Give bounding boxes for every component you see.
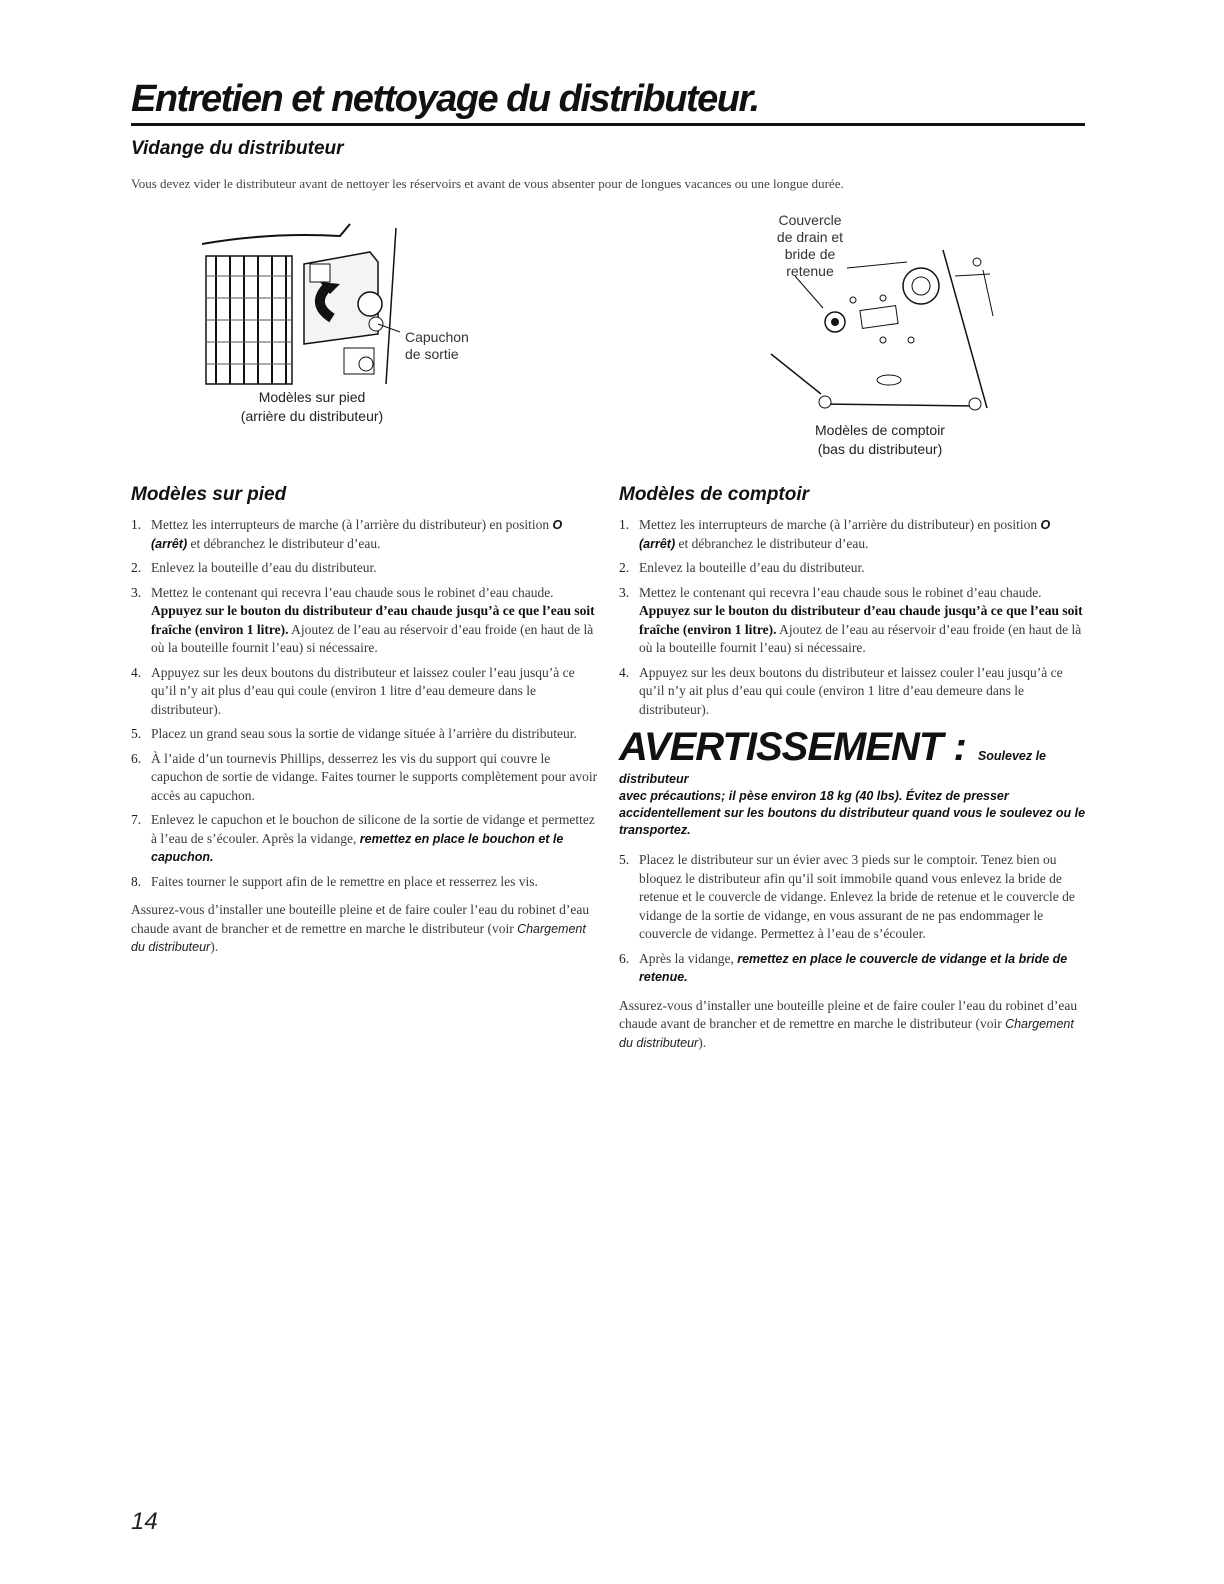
right-caption-line: Modèles de comptoir [815,422,945,438]
step-number: 2. [619,560,630,575]
list-item [131,725,599,744]
floor-model-drawing [200,214,410,394]
warning-text-inline: Soulevez le distributeur [619,749,1046,786]
step-text: Appuyez sur les deux boutons du distributeur et laissez couler l’eau jusqu’à ce qu’il n’y ait plus d’eau qui coule (environ 1 litre d’eau demeure dans le distributeur). [151,664,575,717]
closing-text: ). [698,1034,707,1050]
step-number: 4. [619,664,630,680]
countertop-model-drawing [765,236,1000,416]
closing-text: Assurez-vous d’installer une bouteille pleine et de faire couler l’eau du robinet d’eau chaude avant de brancher et de remettre en marche le distributeur (voir [131,902,590,936]
step-number: 6. [131,750,142,766]
right-figure-caption [780,421,980,459]
right-steps-list-continued [619,851,1087,987]
list-item [619,664,1087,720]
list-item [131,516,599,553]
list-item [131,584,599,658]
right-callout-line: de drain et [776,229,844,245]
countertop-model-illustration [765,236,1000,416]
list-item [131,750,599,806]
step-number: 3. [131,584,142,600]
left-callout-line: de sortie [405,346,459,362]
step-text: Ajoutez de l’eau au réservoir d’eau froide (en haut de là où la bouteille fournit l’eau) si nécessaire. [151,621,594,655]
closing-text: ). [210,939,219,954]
closing-reference: Chargement du distributeur [131,921,586,954]
step-text: Mettez les interrupteurs de marche (à l’arrière du distributeur) en position [639,517,1041,532]
warning-colon: : [942,725,978,769]
step-text: Mettez le contenant qui recevra l’eau chaude sous le robinet d’eau chaude. [151,584,554,600]
left-callout-line: Capuchon [405,329,469,345]
list-item [619,950,1087,987]
step-number: 5. [619,852,630,867]
right-callout-line: retenue [786,263,834,279]
step-emphasis: remettez en place le couvercle de vidange et la bride de retenue. [639,951,1068,984]
list-item [619,851,1087,944]
right-steps-list [619,516,1087,719]
intro-paragraph: Vous devez vider le distributeur avant de nettoyer les réservoirs et avant de vous absenter pour de longues vacances ou une longue durée. [131,176,844,191]
step-emphasis: remettez en place le bouchon et le capuchon. [151,831,564,864]
step-number: 3. [619,584,630,600]
left-column [131,484,599,957]
step-number: 1. [131,517,142,532]
list-item [619,584,1087,658]
step-text: et débranchez le distributeur d’eau. [187,535,381,551]
left-steps-list [131,516,599,891]
right-column [619,484,1087,1052]
step-bold: Appuyez sur le bouton du distributeur d’eau chaude jusqu’à ce que l’eau soit fraîche (environ 1 litre). [151,603,595,637]
warning-text: avec précautions; il pèse environ 18 kg (40 lbs). Évitez de presser accidentellement sur les boutons du distributeur quand vous le soulevez ou le transportez. [619,789,1086,837]
right-callout-line: Couvercle [778,212,842,228]
floor-model-illustration [200,214,410,394]
list-item [131,664,599,720]
list-item [131,811,599,867]
step-text: Faites tourner le support afin de le remettre en place et resserrez les vis. [151,873,538,889]
list-item [619,516,1087,553]
closing-reference: Chargement du distributeur [619,1017,1074,1050]
left-column-heading: Modèles sur pied [131,484,287,505]
step-text: Ajoutez de l’eau au réservoir d’eau froide (en haut de là où la bouteille fournit l’eau) si nécessaire. [639,621,1082,655]
page-title: Entretien et nettoyage du distributeur. [131,78,759,120]
left-closing-paragraph [131,901,599,957]
list-item [619,559,1087,578]
page-number: 14 [131,1508,158,1535]
step-text: Placez un grand seau sous la sortie de vidange située à l’arrière du distributeur. [151,726,577,741]
left-caption-line: (arrière du distributeur) [240,408,384,424]
step-number: 5. [131,726,142,741]
step-text: Mettez les interrupteurs de marche (à l’arrière du distributeur) en position [151,517,553,532]
right-column-heading: Modèles de comptoir [619,484,810,505]
warning-block [619,725,1087,839]
step-number: 4. [131,664,142,680]
title-rule [131,123,1085,126]
step-text: Appuyez sur les deux boutons du distributeur et laissez couler l’eau jusqu’à ce qu’il n’y ait plus d’eau qui coule (environ 1 litre d’eau demeure dans le distributeur). [639,664,1063,717]
left-callout [405,329,469,363]
step-text: Enlevez le capuchon et le bouchon de silicone de la sortie de vidange et permettez à l’eau de s’écouler. Après la vidange, [151,812,595,846]
step-number: 6. [619,950,630,966]
left-figure-caption [212,388,412,426]
left-caption-line: Modèles sur pied [258,389,366,405]
step-emphasis: O (arrêt) [639,518,1051,551]
step-text: À l’aide d’un tournevis Phillips, desserrez les vis du support qui couvre le capuchon de sortie de vidange. Faites tourner le supports complètement pour avoir accès au capuchon. [151,750,598,803]
step-text: Mettez le contenant qui recevra l’eau chaude sous le robinet d’eau chaude. [639,584,1042,600]
right-caption-line: (bas du distributeur) [817,441,943,457]
warning-word: AVERTISSEMENT [619,725,943,769]
list-item [131,559,599,578]
list-item [131,873,599,892]
step-emphasis: O (arrêt) [151,518,563,551]
right-callout-line: bride de [784,246,836,262]
step-number: 2. [131,560,142,575]
step-number: 8. [131,873,142,889]
closing-text: Assurez-vous d’installer une bouteille pleine et de faire couler l’eau du robinet d’eau chaude avant de brancher et de remettre en marche le distributeur (voir [619,997,1078,1031]
step-text: Enlevez la bouteille d’eau du distributeur. [639,560,865,575]
step-text: Enlevez la bouteille d’eau du distributeur. [151,560,377,575]
step-number: 7. [131,812,142,827]
right-closing-paragraph [619,997,1087,1053]
step-text: et débranchez le distributeur d’eau. [675,535,869,551]
section-heading: Vidange du distributeur [131,138,344,159]
step-text: Placez le distributeur sur un évier avec 3 pieds sur le comptoir. Tenez bien ou bloquez le distributeur afin qu’il soit immobile quand vous enlevez la bride de retenue et le couvercle de vidange. Enlevez la bride de retenue et le couvercle de vidange de la sortie de vidange, en vous assurant de ne pas endommager le couvercle de vidange. Permettez à l’eau de s’écouler. [639,852,1075,941]
step-number: 1. [619,517,630,532]
step-bold: Appuyez sur le bouton du distributeur d’eau chaude jusqu’à ce que l’eau soit fraîche (environ 1 litre). [639,603,1083,637]
step-text: Après la vidange, [639,950,738,966]
